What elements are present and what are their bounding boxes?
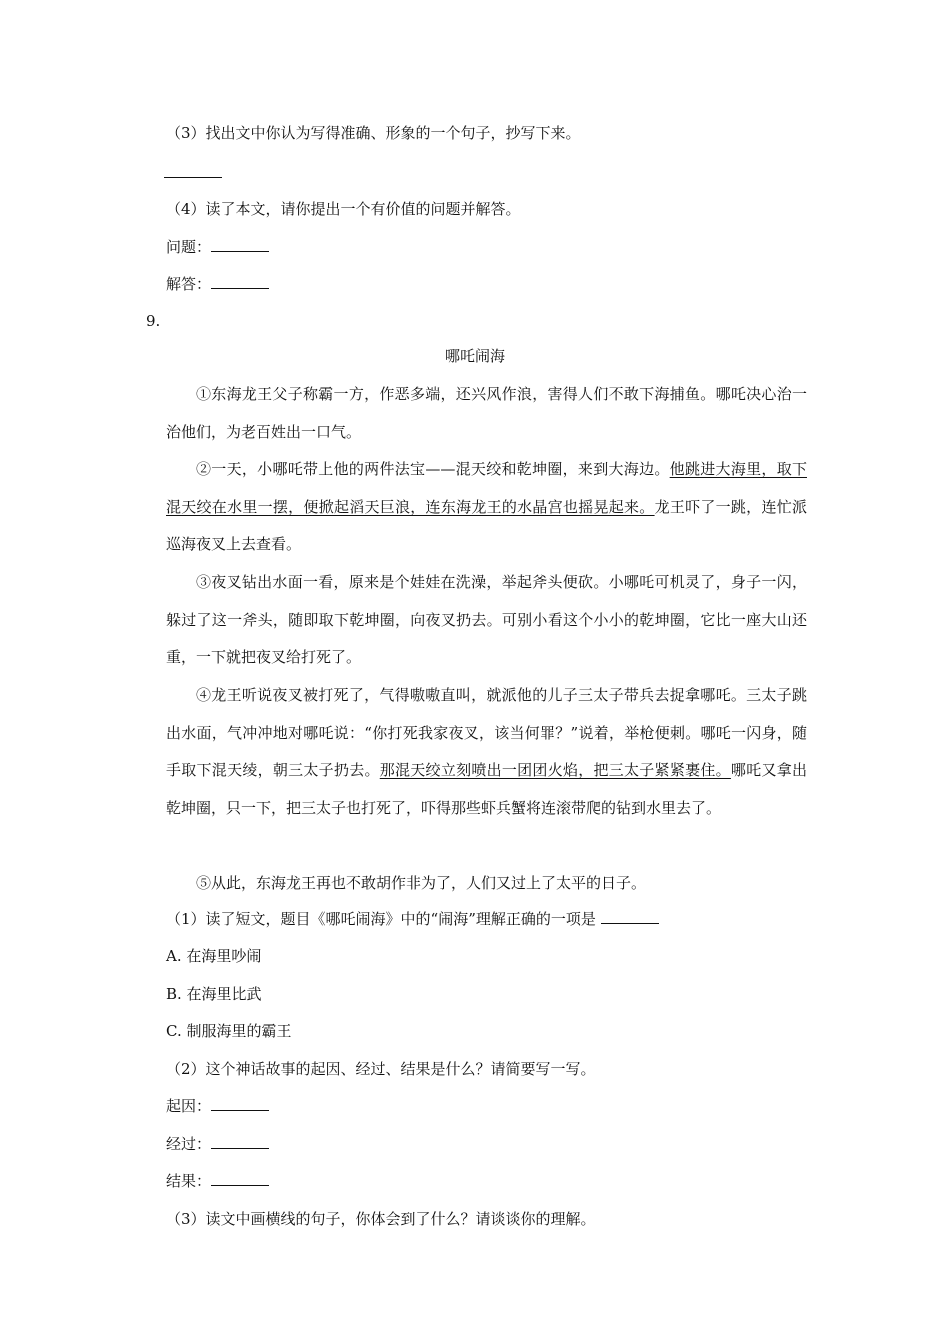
process-label: 经过： [166,1135,212,1153]
sub-question-3: （3）读文中画横线的句子，你体会到了什么？请谈谈你的理解。 [166,1210,596,1228]
underlined-sentence-1: 他跳进大海里，取下混天绞在水里一摆，便掀起滔天巨浪，连东海龙王的水晶宫也摇晃起来。 [166,460,807,516]
answer-label: 解答： [166,275,212,293]
option-c[interactable]: C. 制服海里的霸王 [166,1022,292,1040]
prev-question-4: （4）读了本文，请你提出一个有价值的问题并解答。 [166,200,521,218]
paragraph-2-tail: 龙王吓了一跳，连忙派巡海夜叉上去查看。 [166,497,807,554]
paragraph-3: ③夜叉钻出水面一看，原来是个娃娃在洗澡，举起斧头便砍。小哪吒可机灵了，身子一闪，躲过了这一斧头，随即取下乾坤圈，向夜叉扔去。可别小看这个小小的乾坤圈，它比一座大山还重，一下就把夜叉给打死了。 [166,573,807,667]
sub-question-1-blank[interactable] [601,909,659,924]
paragraph-2-lead: ②一天，小哪吒带上他的两件法宝——混天绞和乾坤圈，来到大海边。 [196,460,670,478]
paragraph-4-lead: ④龙王听说夜叉被打死了，气得嗷嗷直叫，就派他的儿子三太子带兵去捉拿哪吒。三太子跳出水面，气冲冲地对哪吒说：“你打死我家夜叉，该当何罪？”说着，举枪便刺。哪吒一闪身，随手取下混天绫，朝三太子扔去。 [166,686,807,780]
result-label: 结果： [166,1172,212,1190]
question-label: 问题： [166,238,212,256]
paragraph-2 [166,451,807,564]
cause-blank[interactable] [211,1096,269,1111]
paragraph-4 [166,677,807,827]
answer-blank[interactable] [211,274,269,289]
answer-blank-q3[interactable] [166,163,222,183]
paragraph-4-tail: 哪吒又拿出乾坤圈，只一下，把三太子也打死了，吓得那些虾兵蟹将连滚带爬的钻到水里去了。 [166,761,807,817]
process-blank[interactable] [211,1134,269,1149]
sub-question-2: （2）这个神话故事的起因、经过、结果是什么？请简要写一写。 [166,1060,596,1078]
paragraph-1: ①东海龙王父子称霸一方，作恶多端，还兴风作浪，害得人们不敢下海捕鱼。哪吒决心治一治他们，为老百姓出一口气。 [166,385,807,441]
question-line [166,237,269,257]
prev-question-3: （3）找出文中你认为写得准确、形象的一个句子，抄写下来。 [166,124,581,142]
question-number: 9. [146,312,161,330]
cause-label: 起因： [166,1097,212,1115]
option-b[interactable]: B. 在海里比武 [166,985,262,1003]
question-blank[interactable] [211,237,269,252]
passage-title: 哪吒闹海 [444,347,505,365]
sub-question-1-text: （1）读了短文，题目《哪吒闹海》中的“闹海”理解正确的一项是 [166,910,601,928]
sub-question-1 [166,909,659,929]
result-blank[interactable] [211,1171,269,1186]
result-line [166,1171,269,1191]
paragraph-5: ⑤从此，东海龙王再也不敢胡作非为了，人们又过上了太平的日子。 [196,874,647,892]
underlined-sentence-2: 那混天绞立刻喷出一团团火焰，把三太子紧紧裹住。 [379,761,731,780]
answer-line [166,274,269,294]
option-a[interactable]: A. 在海里吵闹 [166,947,262,965]
cause-line [166,1096,269,1116]
process-line [166,1134,269,1154]
